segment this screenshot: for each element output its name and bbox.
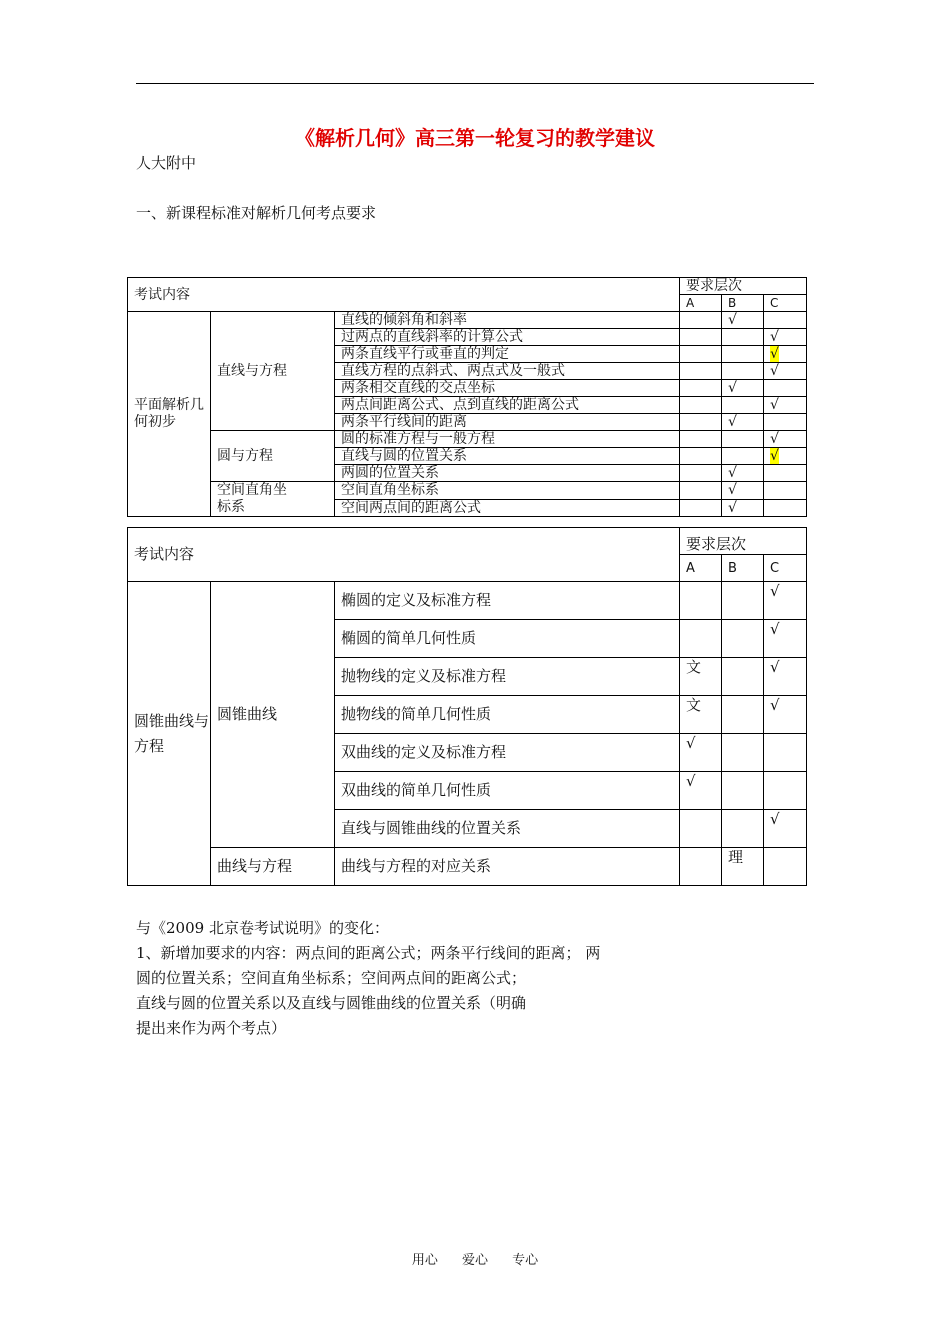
table-header-row: [128, 278, 807, 295]
level-b-cell: [722, 658, 764, 696]
level-c-cell: [764, 658, 807, 696]
level-a-cell: [680, 448, 722, 465]
requirements-table-conic-sections: [127, 527, 807, 886]
level-c-cell: [764, 363, 807, 380]
level-c-cell: [764, 772, 807, 810]
level-b-cell: [722, 848, 764, 886]
level-c-cell: [764, 346, 807, 363]
level-mark: √: [728, 312, 737, 328]
level-a-cell: [680, 465, 722, 482]
item-cell: 抛物线的简单几何性质: [335, 696, 680, 734]
level-b-cell: [722, 312, 764, 329]
level-a-cell: [680, 363, 722, 380]
header-levels: 要求层次: [680, 528, 807, 555]
item-cell: 抛物线的定义及标准方程: [335, 658, 680, 696]
level-b-cell: [722, 582, 764, 620]
level-mark: √: [728, 482, 737, 499]
level-a-cell: [680, 582, 722, 620]
level-a-cell: [680, 620, 722, 658]
notes-line: 圆的位置关系；空间直角坐标系；空间两点间的距离公式；: [136, 969, 527, 987]
level-mark: √: [770, 397, 779, 413]
item-cell: 两点间距离公式、点到直线的距离公式: [335, 397, 680, 414]
level-mark: √: [770, 810, 780, 828]
item-cell: 椭圆的简单几何性质: [335, 620, 680, 658]
level-mark: √: [770, 346, 779, 362]
group-cell: 圆与方程: [211, 431, 335, 482]
notes-line: 提出来作为两个考点）: [136, 1019, 287, 1037]
level-b-cell: [722, 329, 764, 346]
notes: [136, 916, 600, 1041]
item-cell: 直线方程的点斜式、两点式及一般式: [335, 363, 680, 380]
level-c-cell: [764, 380, 807, 397]
level-c-cell: [764, 734, 807, 772]
level-a-cell: [680, 499, 722, 517]
level-c-cell: [764, 810, 807, 848]
level-a-cell: [680, 414, 722, 431]
author: 人大附中: [136, 154, 197, 172]
notes-heading: 与《2009 北京卷考试说明》的变化：: [136, 919, 389, 937]
level-mark: √: [728, 380, 737, 396]
item-cell: 过两点的直线斜率的计算公式: [335, 329, 680, 346]
level-a-cell: [680, 312, 722, 329]
page-footer: 用心 爱心 专心: [411, 1253, 539, 1268]
notes-line: 1、新增加要求的内容：两点间的距离公式；两条平行线间的距离； 两: [136, 944, 601, 962]
level-c-cell: [764, 620, 807, 658]
level-a-cell: [680, 772, 722, 810]
item-cell: 两条平行线间的距离: [335, 414, 680, 431]
item-cell: 空间直角坐标系: [335, 482, 680, 500]
level-b-cell: [722, 734, 764, 772]
item-cell: 双曲线的定义及标准方程: [335, 734, 680, 772]
item-cell: 椭圆的定义及标准方程: [335, 582, 680, 620]
header-levels: 要求层次: [680, 278, 807, 295]
level-c-cell: [764, 312, 807, 329]
level-b-cell: [722, 363, 764, 380]
level-mark: √: [770, 620, 780, 638]
level-b-label: B: [722, 555, 764, 582]
level-a-label: A: [680, 555, 722, 582]
level-c-cell: [764, 499, 807, 517]
item-cell: 两条直线平行或垂直的判定: [335, 346, 680, 363]
level-a-cell: [680, 380, 722, 397]
item-cell: 直线的倾斜角和斜率: [335, 312, 680, 329]
group-cell: 空间直角坐标系: [211, 482, 335, 517]
level-b-cell: [722, 772, 764, 810]
level-c-label: C: [764, 555, 807, 582]
header-rule: [136, 83, 814, 84]
level-c-label: C: [764, 295, 807, 312]
level-b-cell: [722, 346, 764, 363]
item-cell: 直线与圆锥曲线的位置关系: [335, 810, 680, 848]
table-row: [128, 312, 807, 329]
level-b-cell: [722, 465, 764, 482]
level-mark: √: [770, 448, 779, 464]
table-header-row: [128, 528, 807, 555]
level-mark: √: [728, 499, 737, 516]
group-cell: 圆锥曲线: [211, 582, 335, 848]
level-mark: √: [770, 582, 780, 600]
header-content: 考试内容: [128, 528, 680, 582]
level-b-cell: [722, 696, 764, 734]
level-c-cell: [764, 465, 807, 482]
level-a-cell: [680, 431, 722, 448]
group-cell: 直线与方程: [211, 312, 335, 431]
section-heading: 一、新课程标准对解析几何考点要求: [136, 204, 377, 222]
item-cell: 空间两点间的距离公式: [335, 499, 680, 517]
level-a-cell: [680, 329, 722, 346]
level-a-cell: [680, 397, 722, 414]
level-b-cell: [722, 499, 764, 517]
level-c-cell: [764, 329, 807, 346]
table-row: [128, 431, 807, 448]
level-mark: √: [686, 772, 696, 790]
level-b-cell: [722, 414, 764, 431]
level-mark: √: [770, 431, 779, 447]
level-a-label: A: [680, 295, 722, 312]
table-row: [128, 582, 807, 620]
level-mark: √: [770, 658, 780, 676]
level-mark: √: [728, 465, 737, 481]
level-b-cell: [722, 380, 764, 397]
level-b-cell: [722, 397, 764, 414]
level-a-cell: [680, 696, 722, 734]
level-b-cell: [722, 431, 764, 448]
level-mark: 文: [686, 696, 702, 714]
level-b-cell: [722, 482, 764, 500]
level-b-cell: [722, 620, 764, 658]
level-mark: √: [770, 329, 779, 345]
category-cell: 圆锥曲线与方程: [128, 582, 211, 886]
level-mark: √: [686, 734, 696, 752]
item-cell: 曲线与方程的对应关系: [335, 848, 680, 886]
level-c-cell: [764, 482, 807, 500]
notes-line: 直线与圆的位置关系以及直线与圆锥曲线的位置关系（明确: [136, 994, 527, 1012]
level-c-cell: [764, 582, 807, 620]
level-b-label: B: [722, 295, 764, 312]
table-row: [128, 482, 807, 500]
level-mark: √: [770, 696, 780, 714]
header-content: 考试内容: [128, 278, 680, 312]
category-cell: 平面解析几何初步: [128, 312, 211, 517]
level-c-cell: [764, 848, 807, 886]
level-mark: 理: [728, 848, 744, 866]
item-cell: 双曲线的简单几何性质: [335, 772, 680, 810]
requirements-table-plane-geometry: [127, 277, 807, 517]
level-c-cell: [764, 448, 807, 465]
level-b-cell: [722, 810, 764, 848]
level-b-cell: [722, 448, 764, 465]
level-a-cell: [680, 658, 722, 696]
level-a-cell: [680, 482, 722, 500]
level-a-cell: [680, 810, 722, 848]
level-a-cell: [680, 848, 722, 886]
level-mark: 文: [686, 658, 702, 676]
level-c-cell: [764, 397, 807, 414]
group-cell: 曲线与方程: [211, 848, 335, 886]
item-cell: 两条相交直线的交点坐标: [335, 380, 680, 397]
level-a-cell: [680, 346, 722, 363]
level-mark: √: [770, 363, 779, 379]
level-mark: √: [728, 414, 737, 430]
level-c-cell: [764, 696, 807, 734]
table-row: [128, 848, 807, 886]
level-a-cell: [680, 734, 722, 772]
item-cell: 两圆的位置关系: [335, 465, 680, 482]
document-title: 《解析几何》高三第一轮复习的教学建议: [295, 126, 655, 150]
level-c-cell: [764, 414, 807, 431]
item-cell: 直线与圆的位置关系: [335, 448, 680, 465]
level-c-cell: [764, 431, 807, 448]
item-cell: 圆的标准方程与一般方程: [335, 431, 680, 448]
